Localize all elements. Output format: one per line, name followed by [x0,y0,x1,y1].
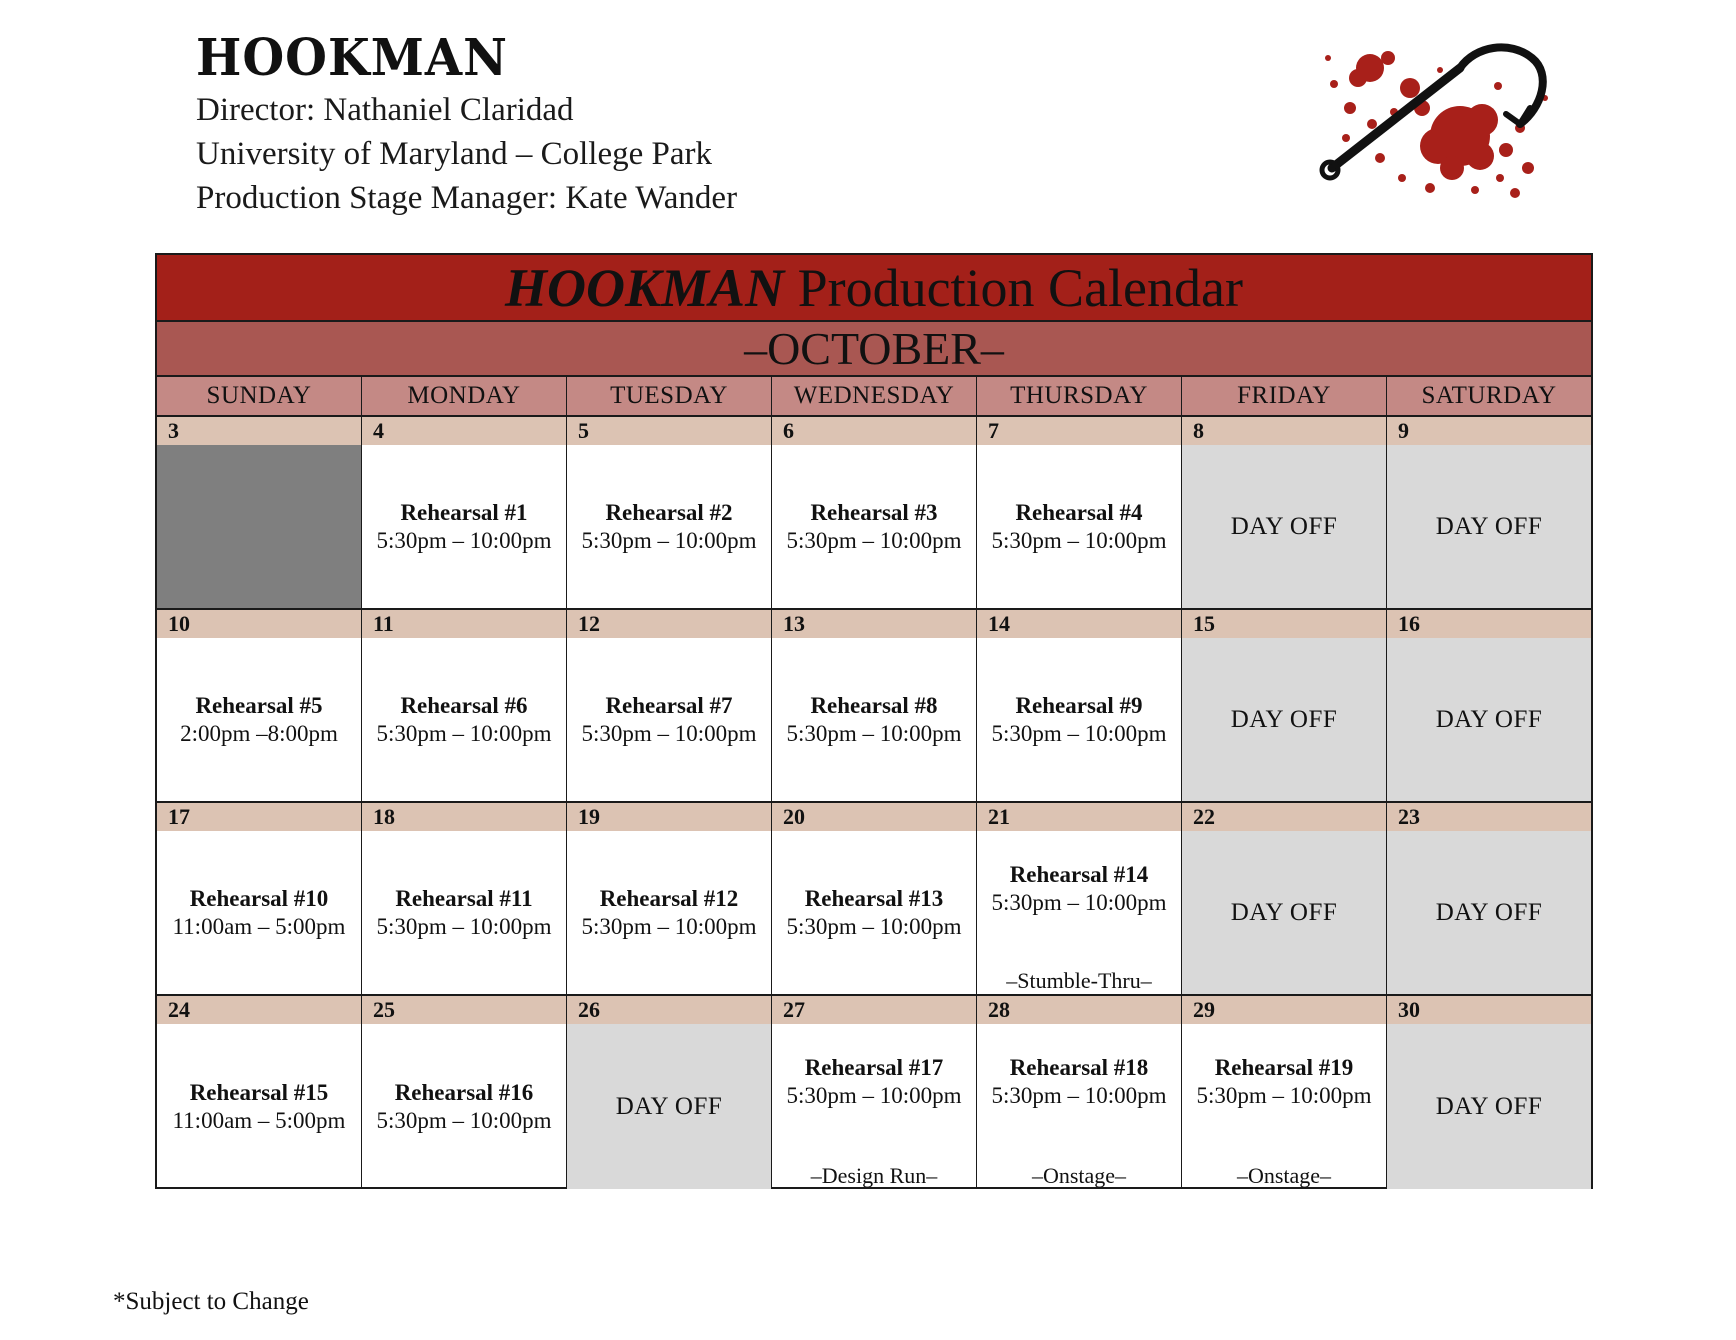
rehearsal-title: Rehearsal #19 [1214,1055,1354,1080]
day-cell-25 [362,996,567,1189]
rehearsal-time: 5:30pm – 10:00pm [376,1107,552,1133]
day-content [1387,1024,1591,1189]
day-content [567,445,771,608]
day-cell-9 [1387,417,1591,608]
rehearsal-time: 5:30pm – 10:00pm [991,720,1167,746]
day-cell-18 [362,803,567,994]
rehearsal-title: Rehearsal #10 [189,885,329,911]
venue-line: University of Maryland – College Park [196,136,712,172]
rehearsal-time: 5:30pm – 10:00pm [991,890,1167,915]
day-content [977,831,1181,994]
day-cell-12 [567,610,772,801]
day-content [1387,831,1591,994]
weekday-wednesday: WEDNESDAY [772,377,977,415]
day-content [1182,831,1386,994]
rehearsal-title: Rehearsal #9 [1015,692,1143,718]
day-number: 22 [1182,803,1386,831]
calendar-title [157,255,1591,322]
day-off-label: DAY OFF [1230,512,1338,540]
day-off-label: DAY OFF [1435,512,1543,540]
day-number: 4 [362,417,566,445]
day-cell-5 [567,417,772,608]
production-calendar [155,253,1593,1189]
day-cell-22 [1182,803,1387,994]
calendar-week-row [157,610,1591,803]
day-off-label: DAY OFF [1435,705,1543,733]
day-content [362,638,566,801]
rehearsal-title: Rehearsal #1 [400,499,528,525]
day-number: 20 [772,803,976,831]
rehearsal-title: Rehearsal #3 [810,499,938,525]
day-content [1387,638,1591,801]
day-content [977,445,1181,608]
day-number: 5 [567,417,771,445]
day-number: 3 [157,417,361,445]
rehearsal-note: –Onstage– [1236,1163,1332,1188]
day-cell-27 [772,996,977,1189]
stage-manager-line: Production Stage Manager: Kate Wander [196,180,738,216]
day-number: 10 [157,610,361,638]
day-number: 9 [1387,417,1591,445]
weekday-saturday: SATURDAY [1421,382,1557,409]
rehearsal-time: 5:30pm – 10:00pm [786,527,962,553]
weekday-sunday: SUNDAY [157,377,362,415]
day-number: 29 [1182,996,1386,1024]
weekday-tuesday: TUESDAY [567,377,772,415]
day-content [977,638,1181,801]
rehearsal-title: Rehearsal #15 [189,1079,329,1105]
rehearsal-time: 5:30pm – 10:00pm [786,720,962,746]
rehearsal-title: Rehearsal #5 [195,692,323,718]
day-off-label: DAY OFF [1230,898,1338,926]
day-cell-7 [977,417,1182,608]
rehearsal-title: Rehearsal #11 [395,885,533,911]
show-title: HOOKMAN [196,28,508,88]
day-cell-21 [977,803,1182,994]
rehearsal-time: 5:30pm – 10:00pm [581,527,757,553]
day-content [362,831,566,994]
weekday-thursday: THURSDAY [977,377,1182,415]
day-number: 13 [772,610,976,638]
rehearsal-title: Rehearsal #8 [810,692,938,718]
day-content [567,831,771,994]
day-cell-6 [772,417,977,608]
rehearsal-title: Rehearsal #16 [394,1079,534,1105]
rehearsal-title: Rehearsal #17 [804,1055,944,1080]
day-content [772,831,976,994]
day-number: 15 [1182,610,1386,638]
day-number: 17 [157,803,361,831]
day-off-label: DAY OFF [615,1092,723,1120]
rehearsal-time: 5:30pm – 10:00pm [581,913,757,939]
day-number: 21 [977,803,1181,831]
rehearsal-title: Rehearsal #18 [1009,1055,1149,1080]
day-cell-30 [1387,996,1591,1189]
rehearsal-time: 5:30pm – 10:00pm [1196,1083,1372,1108]
rehearsal-note: –Onstage– [1031,1163,1127,1188]
day-cell-26 [567,996,772,1189]
day-content [157,831,361,994]
day-content [362,1024,566,1189]
day-content [772,445,976,608]
day-cell-20 [772,803,977,994]
day-content [1182,1024,1386,1189]
document-header [196,28,737,220]
day-number: 26 [567,996,771,1024]
day-content [157,1024,361,1189]
day-content [1182,445,1386,608]
rehearsal-title: Rehearsal #2 [605,499,733,525]
calendar-week-row [157,803,1591,996]
day-cell-28 [977,996,1182,1189]
day-content [1387,445,1591,608]
day-cell-16 [1387,610,1591,801]
rehearsal-time: 11:00am – 5:00pm [172,1107,346,1133]
day-number: 8 [1182,417,1386,445]
month-label: –OCTOBER– [157,322,1591,377]
calendar-weeks [157,417,1591,1189]
day-number: 14 [977,610,1181,638]
day-cell-23 [1387,803,1591,994]
rehearsal-title: Rehearsal #14 [1009,862,1149,887]
day-cell-10 [157,610,362,801]
rehearsal-title: Rehearsal #7 [605,692,733,718]
hook-blood-splatter-logo [1310,28,1570,208]
day-cell-17 [157,803,362,994]
day-cell-4 [362,417,567,608]
day-content [772,638,976,801]
day-number: 16 [1387,610,1591,638]
day-number: 11 [362,610,566,638]
day-number: 25 [362,996,566,1024]
day-off-label: DAY OFF [1230,705,1338,733]
rehearsal-time: 2:00pm –8:00pm [180,720,338,746]
day-off-label: DAY OFF [1435,1092,1543,1120]
day-content [567,638,771,801]
day-number: 28 [977,996,1181,1024]
calendar-title-rest: Production Calendar [797,258,1243,318]
day-number: 7 [977,417,1181,445]
rehearsal-note: –Design Run– [810,1163,938,1188]
day-cell-3 [157,417,362,608]
day-number: 6 [772,417,976,445]
day-cell-11 [362,610,567,801]
day-content [772,1024,976,1189]
day-content [567,1024,771,1189]
calendar-title-show: HOOKMAN [505,258,785,318]
day-cell-29 [1182,996,1387,1189]
day-number: 18 [362,803,566,831]
day-cell-13 [772,610,977,801]
rehearsal-time: 5:30pm – 10:00pm [581,720,757,746]
calendar-week-row [157,417,1591,610]
rehearsal-time: 5:30pm – 10:00pm [376,913,552,939]
rehearsal-title: Rehearsal #12 [599,885,739,911]
day-content [977,1024,1181,1189]
rehearsal-title: Rehearsal #13 [804,885,944,911]
rehearsal-time: 5:30pm – 10:00pm [376,527,552,553]
day-content [157,445,361,608]
weekday-friday: FRIDAY [1182,377,1387,415]
weekday-monday: MONDAY [362,377,567,415]
rehearsal-time: 5:30pm – 10:00pm [786,913,962,939]
day-number: 30 [1387,996,1591,1024]
day-cell-8 [1182,417,1387,608]
footnote: *Subject to Change [113,1288,309,1315]
rehearsal-time: 11:00am – 5:00pm [172,913,346,939]
day-number: 27 [772,996,976,1024]
rehearsal-note: –Stumble-Thru– [1006,968,1152,993]
rehearsal-title: Rehearsal #4 [1015,499,1143,525]
rehearsal-time: 5:30pm – 10:00pm [991,527,1167,553]
day-number: 24 [157,996,361,1024]
day-cell-15 [1182,610,1387,801]
rehearsal-time: 5:30pm – 10:00pm [786,1083,962,1108]
day-number: 12 [567,610,771,638]
calendar-week-row [157,996,1591,1189]
day-content [157,638,361,801]
weekday-header-row [157,377,1591,417]
day-content [362,445,566,608]
day-number: 23 [1387,803,1591,831]
rehearsal-time: 5:30pm – 10:00pm [376,720,552,746]
director-line: Director: Nathaniel Claridad [196,92,574,128]
day-cell-19 [567,803,772,994]
blood-splatter-icon [1325,51,1548,198]
day-off-label: DAY OFF [1435,898,1543,926]
rehearsal-time: 5:30pm – 10:00pm [991,1083,1167,1108]
day-number: 19 [567,803,771,831]
day-cell-14 [977,610,1182,801]
day-content [1182,638,1386,801]
day-cell-24 [157,996,362,1189]
rehearsal-title: Rehearsal #6 [400,692,528,718]
